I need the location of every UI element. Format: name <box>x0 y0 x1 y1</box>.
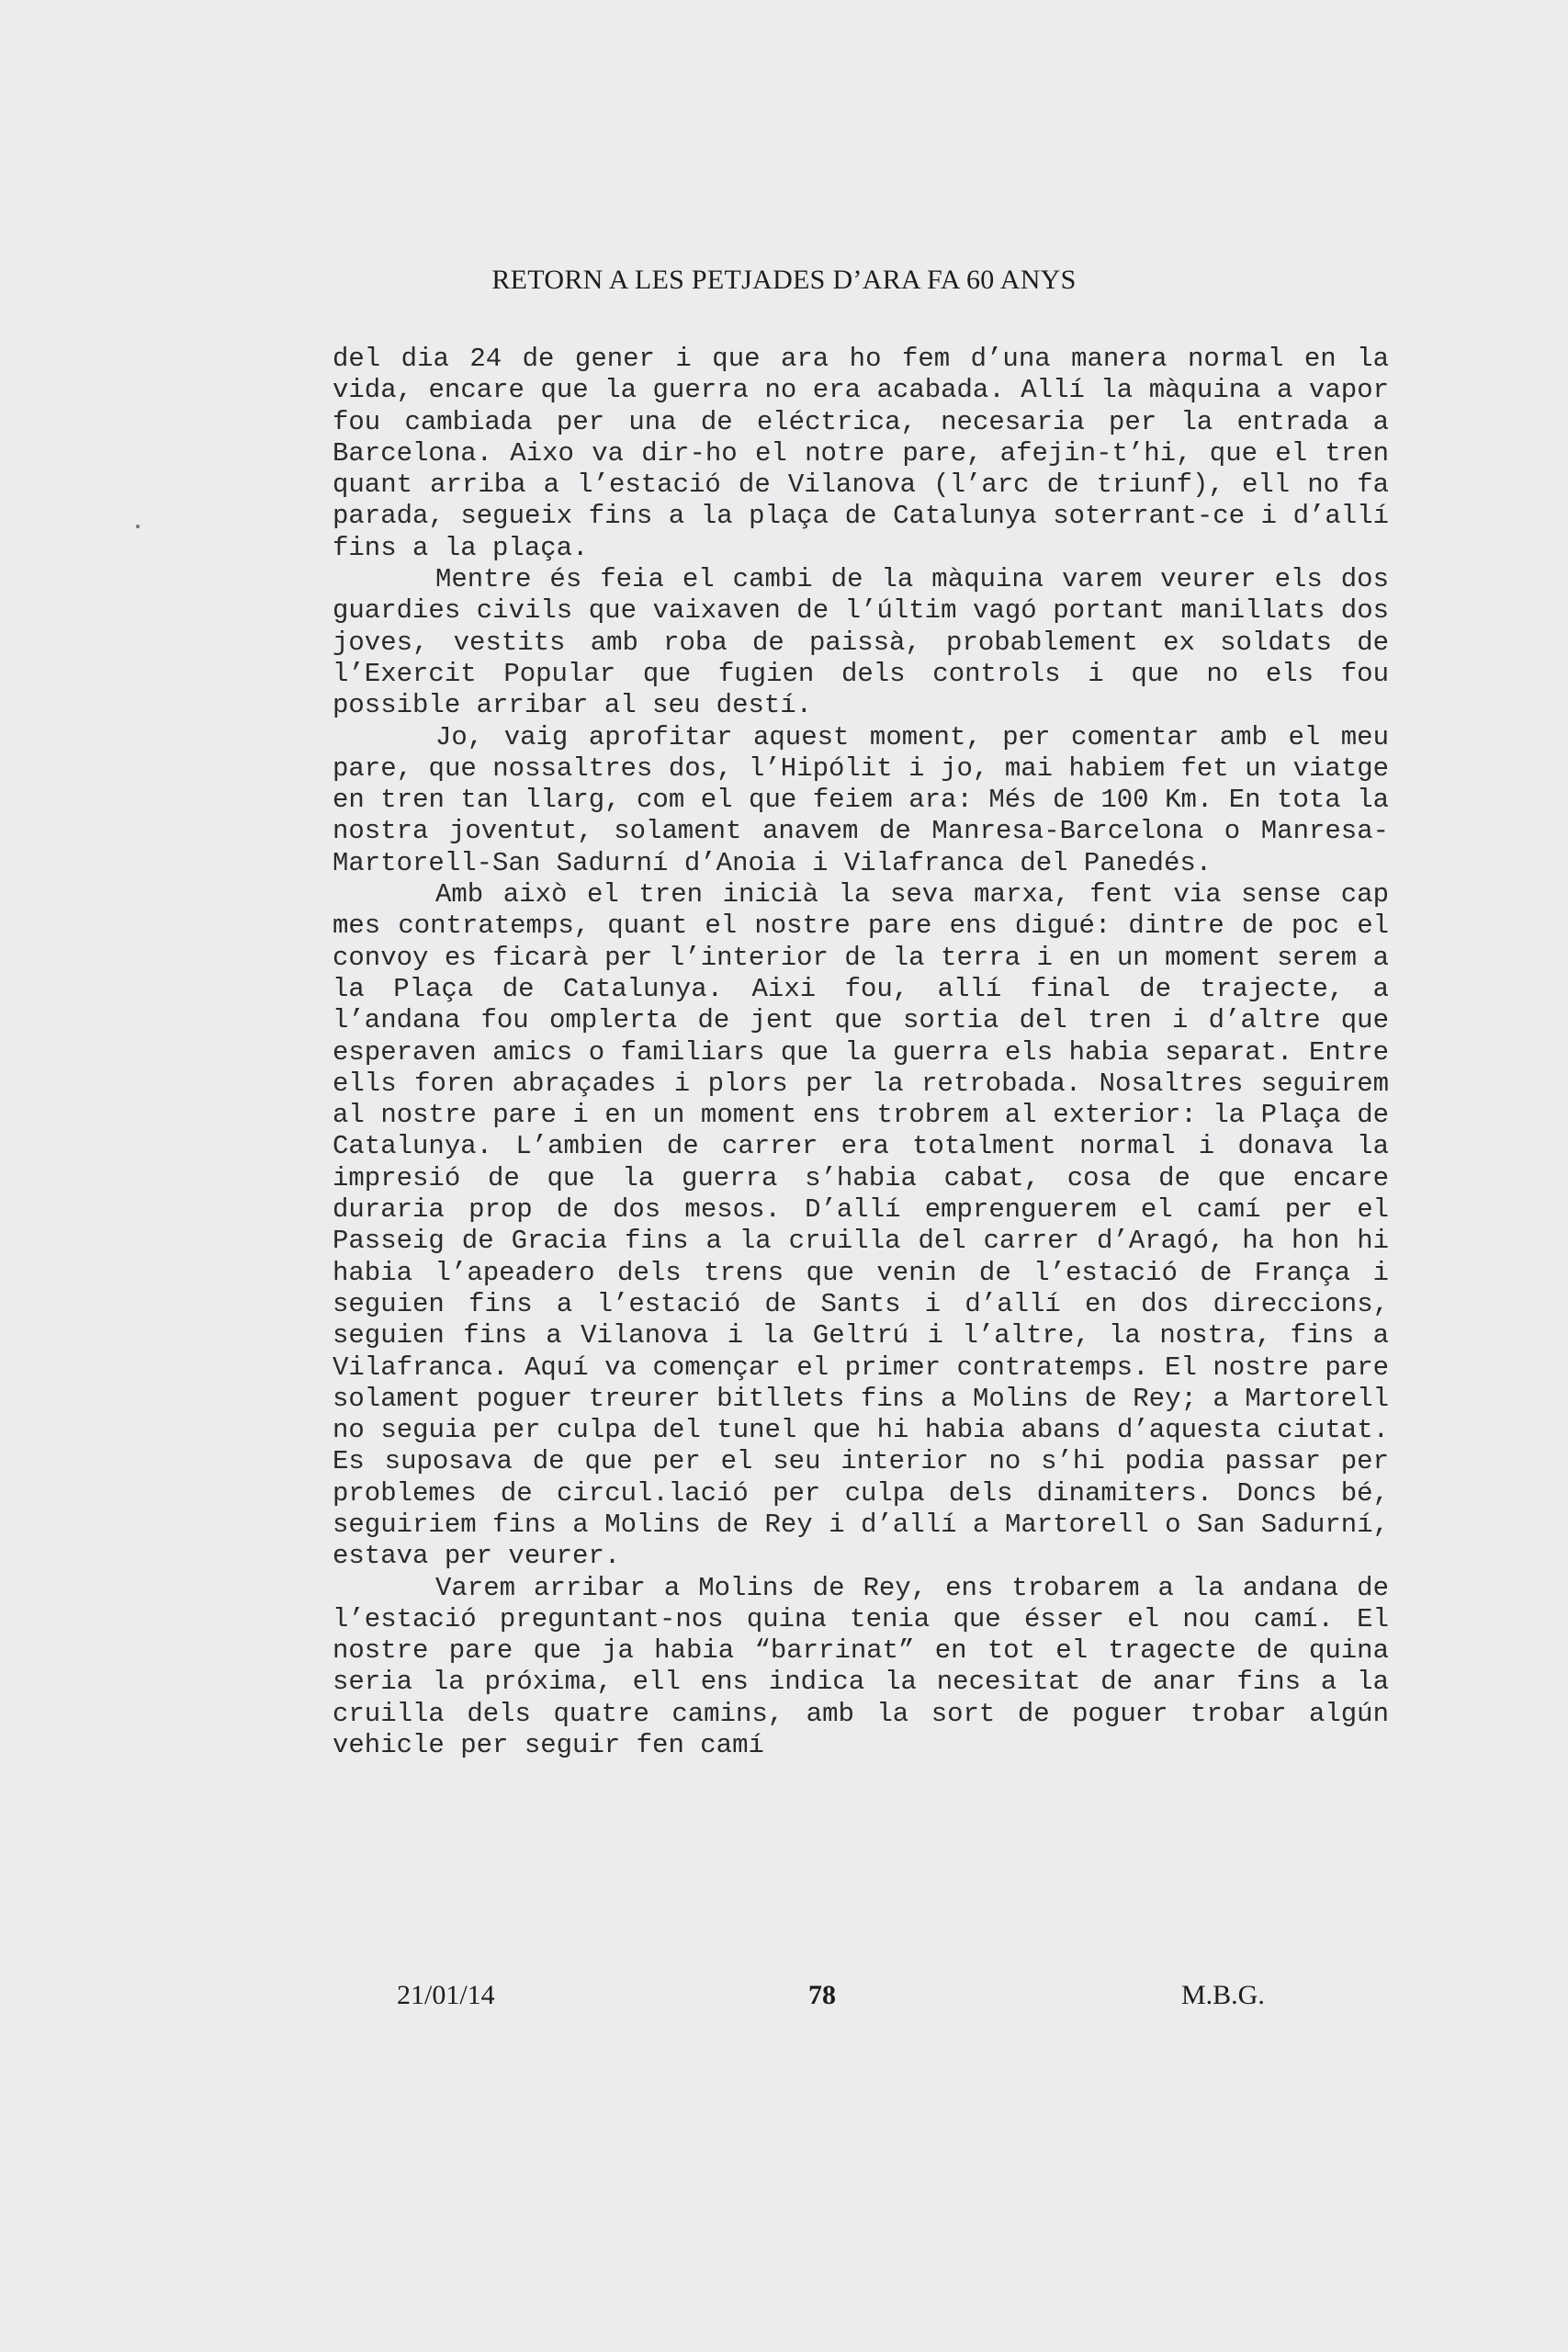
margin-mark <box>136 525 140 528</box>
paragraph-5: Varem arribar a Molins de Rey, ens trobarem a la andana de l’estació preguntant-nos quina tenia que ésser el nou camí. El nostre pare que ja habia “barrinat” en tot el tragecte de quina seria la próxima, ell ens indica la necesitat de anar fins a la cruilla dels quatre camins, amb la sort de poguer trobar algún vehicle per seguir fen camí <box>333 1572 1389 1761</box>
paragraph-1: del dia 24 de gener i que ara ho fem d’una manera normal en la vida, encare que la guerra no era acabada. Allí la màquina a vapor fou cambiada per una de eléctrica, necesaria per la entrada a Barcelona. Aixo va dir-ho el notre pare, afejin-t’hi, que el tren quant arriba a l’estació de Vilanova (l’arc de triunf), ell no fa parada, segueix fins a la plaça de Catalunya soterrant-ce i d’allí fins a la plaça. <box>333 344 1389 563</box>
running-header: RETORN A LES PETJADES D’ARA FA 60 ANYS <box>491 265 1077 295</box>
body-text <box>333 344 1389 1761</box>
paragraph-2: Mentre és feia el cambi de la màquina varem veurer els dos guardies civils que vaixaven de l’últim vagó portant manillats dos joves, vestits amb roba de paissà, probablement ex soldats de l’Exercit Popular que fugien dels controls i que no els fou possible arribar al seu destí. <box>333 564 1389 721</box>
footer-date: 21/01/14 <box>397 1980 495 2010</box>
author-initials: M.B.G. <box>1181 1980 1265 2010</box>
paragraph-3: Jo, vaig aprofitar aquest moment, per comentar amb el meu pare, que nossaltres dos, l’Hipólit i jo, mai habiem fet un viatge en tren tan llarg, com el que feiem ara: Més de 100 Km. En tota la nostra joventut, solament anavem de Manresa-Barcelona o Manresa-Martorell-San Sadurní d’Anoia i Vilafranca del Panedés. <box>333 721 1389 878</box>
paragraph-4: Amb això el tren inicià la seva marxa, fent via sense cap mes contratemps, quant el nostre pare ens digué: dintre de poc el convoy es ficarà per l’interior de la terra i en un moment serem a la Plaça de Catalunya. Aixi fou, allí final de trajecte, a l’andana fou omplerta de jent que sortia del tren i d’altre que esperaven amics o familiars que la guerra els habia separat. Entre ells foren abraçades i plors per la retrobada. Nosaltres seguirem al nostre pare i en un moment ens trobrem al exterior: la Plaça de Catalunya. L’ambien de carrer era totalment normal i donava la impresió de que la guerra s’habia cabat, cosa de que encare duraria prop de dos mesos. D’allí emprenguerem el camí per el Passeig de Gracia fins a la cruilla del carrer d’Aragó, ha hon hi habia l’apeadero dels trens que venin de l’estació de França i seguien fins a l’estació de Sants i d’allí en dos direccions, seguien fins a Vilanova i la Geltrú i l’altre, la nostra, fins a Vilafranca. Aquí va començar el primer contratemps. El nostre pare solament poguer treurer bitllets fins a Molins de Rey; a Martorell no seguia per culpa del tunel que hi habia abans d’aquesta ciutat. Es suposava de que per el seu interior no s’hi podia passar per problemes de circul.lació per culpa dels dinamiters. Doncs bé, seguiriem fins a Molins de Rey i d’allí a Martorell o San Sadurní, estava per veurer. <box>333 879 1389 1572</box>
page-number: 78 <box>808 1980 836 2010</box>
